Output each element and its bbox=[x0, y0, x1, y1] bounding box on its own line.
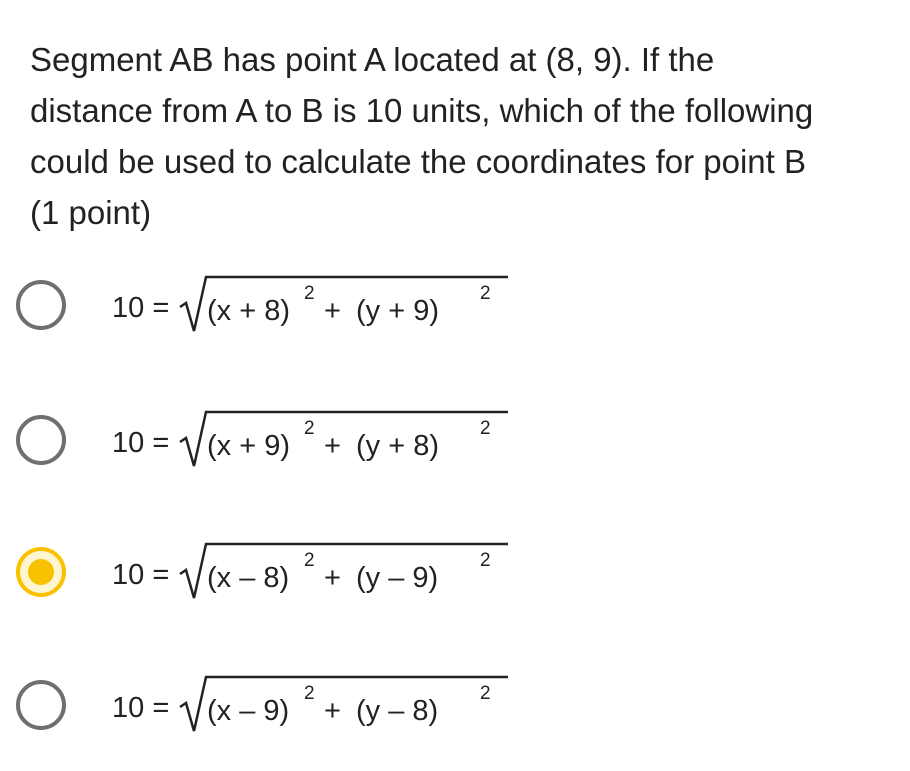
equation-3-term1: (x – 8) bbox=[207, 562, 290, 594]
equation-1-exp2: 2 bbox=[480, 283, 491, 304]
equation-2-exp2: 2 bbox=[480, 418, 491, 439]
equation-3-plus: + bbox=[324, 562, 341, 594]
equation-4-plus: + bbox=[324, 695, 341, 727]
radio-selected-dot-icon bbox=[28, 559, 54, 585]
radio-button-4[interactable] bbox=[16, 680, 66, 730]
equation-2-lhs: 10 = bbox=[112, 427, 170, 459]
answer-option-4[interactable] bbox=[16, 655, 616, 745]
radio-button-1[interactable] bbox=[16, 280, 66, 330]
question-line-3: could be used to calculate the coordinates for point B bbox=[30, 143, 806, 180]
equation-2-term2: (y + 8) bbox=[356, 430, 439, 462]
radio-button-2[interactable] bbox=[16, 415, 66, 465]
equation-3-exp1: 2 bbox=[304, 550, 315, 571]
equation-4-term2: (y – 8) bbox=[356, 695, 439, 727]
equation-3 bbox=[108, 522, 568, 612]
equation-4-exp2: 2 bbox=[480, 683, 491, 704]
equation-4-exp1: 2 bbox=[304, 683, 315, 704]
equation-1-term1: (x + 8) bbox=[207, 295, 290, 327]
equation-4-graphic bbox=[108, 655, 568, 745]
answer-option-1[interactable] bbox=[16, 255, 616, 345]
equation-1-lhs: 10 = bbox=[112, 292, 170, 324]
equation-3-lhs: 10 = bbox=[112, 559, 170, 591]
equation-1 bbox=[108, 255, 568, 345]
equation-1-graphic bbox=[108, 255, 568, 345]
equation-3-graphic bbox=[108, 522, 568, 612]
question-points: (1 point) bbox=[30, 194, 152, 231]
equation-2-plus: + bbox=[324, 430, 341, 462]
equation-3-exp2: 2 bbox=[480, 550, 491, 571]
answer-option-3[interactable] bbox=[16, 522, 616, 612]
question-line-2: distance from A to B is 10 units, which of the following bbox=[30, 92, 814, 129]
equation-2-graphic bbox=[108, 390, 568, 480]
answer-option-2[interactable] bbox=[16, 390, 616, 480]
equation-2-exp1: 2 bbox=[304, 418, 315, 439]
equation-3-term2: (y – 9) bbox=[356, 562, 439, 594]
equation-2 bbox=[108, 390, 568, 480]
equation-1-plus: + bbox=[324, 295, 341, 327]
equation-4-lhs: 10 = bbox=[112, 692, 170, 724]
equation-4-term1: (x – 9) bbox=[207, 695, 290, 727]
equation-2-term1: (x + 9) bbox=[207, 430, 290, 462]
equation-1-term2: (y + 9) bbox=[356, 295, 439, 327]
equation-1-exp1: 2 bbox=[304, 283, 315, 304]
equation-4 bbox=[108, 655, 568, 745]
radio-button-3-selected[interactable] bbox=[16, 547, 66, 597]
question-line-1: Segment AB has point A located at (8, 9). If the bbox=[30, 41, 715, 78]
